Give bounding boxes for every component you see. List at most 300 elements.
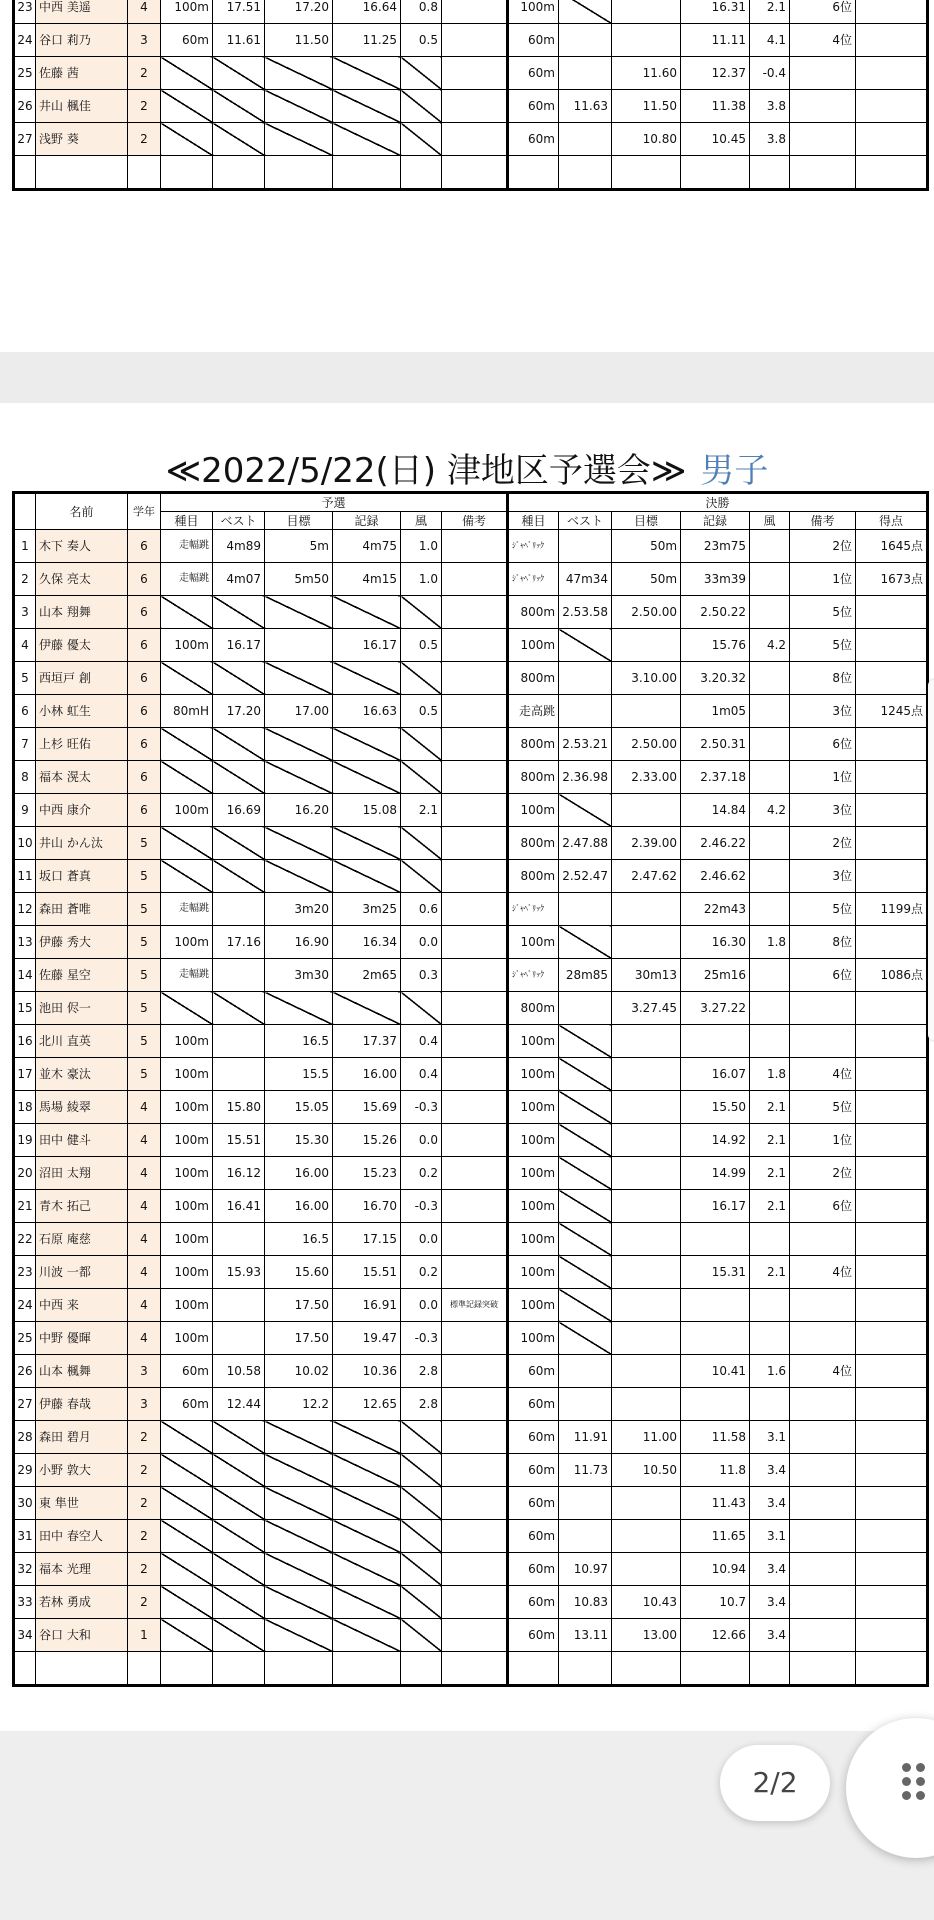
prelim-best: 17.20: [213, 695, 265, 728]
row-number: 6: [14, 695, 36, 728]
final-event: ｼﾞｬﾍﾞﾘｯｸ: [508, 959, 559, 992]
prelim-goal: 3m20: [265, 893, 333, 926]
prelim-note: [442, 629, 508, 662]
final-note: 6位: [790, 728, 856, 761]
final-best: [559, 695, 612, 728]
final-points: [856, 1619, 928, 1652]
final-goal: [612, 1322, 681, 1355]
final-goal: [612, 156, 681, 190]
final-points: [856, 596, 928, 629]
final-record: 2.50.31: [681, 728, 750, 761]
athlete-grade: 4: [128, 1124, 161, 1157]
prelim-goal: [265, 662, 333, 695]
final-event: 60m: [508, 123, 559, 156]
final-goal: [612, 695, 681, 728]
final-goal: 11.50: [612, 90, 681, 123]
row-number: 33: [14, 1586, 36, 1619]
table-row: [14, 1520, 928, 1553]
row-number: 11: [14, 860, 36, 893]
final-best: 11.73: [559, 1454, 612, 1487]
prelim-wind: [401, 992, 442, 1025]
final-event: 100m: [508, 1091, 559, 1124]
final-wind: [750, 827, 790, 860]
final-points: [856, 1355, 928, 1388]
final-note: 5位: [790, 596, 856, 629]
prelim-best: [213, 90, 265, 123]
athlete-name: 青木 拓己: [36, 1190, 128, 1223]
prelim-record: [333, 156, 401, 190]
athlete-name: 中西 美遥: [36, 0, 128, 24]
header-name: 名前: [36, 493, 128, 530]
row-number: 1: [14, 530, 36, 563]
final-wind: [750, 893, 790, 926]
final-note: [790, 1289, 856, 1322]
final-wind: 1.8: [750, 1058, 790, 1091]
row-number: 21: [14, 1190, 36, 1223]
row-number: 4: [14, 629, 36, 662]
grid-dots-icon[interactable]: [846, 1718, 934, 1858]
prelim-wind: 0.4: [401, 1058, 442, 1091]
final-record: 2.46.22: [681, 827, 750, 860]
header-final-note: 備考: [790, 512, 856, 530]
final-goal: [612, 1058, 681, 1091]
row-number: 26: [14, 1355, 36, 1388]
table-row: [14, 1487, 928, 1520]
final-event: 100m: [508, 1223, 559, 1256]
row-number: 8: [14, 761, 36, 794]
prelim-event: 100m: [161, 1025, 213, 1058]
final-event: 100m: [508, 1190, 559, 1223]
row-number: 16: [14, 1025, 36, 1058]
final-goal: 50m: [612, 530, 681, 563]
prelim-goal: 17.50: [265, 1289, 333, 1322]
table-row: [14, 1619, 928, 1652]
final-record: 11.58: [681, 1421, 750, 1454]
final-goal: 10.50: [612, 1454, 681, 1487]
prelim-note: [442, 893, 508, 926]
header-record: 記録: [333, 512, 401, 530]
athlete-name: 馬場 綾翠: [36, 1091, 128, 1124]
final-points: [856, 761, 928, 794]
athlete-grade: 5: [128, 893, 161, 926]
prelim-record: 17.15: [333, 1223, 401, 1256]
prelim-best: [213, 1652, 265, 1686]
prelim-event: [161, 1553, 213, 1586]
prelim-event: [161, 90, 213, 123]
header-points: 得点: [856, 512, 928, 530]
prelim-best: 10.58: [213, 1355, 265, 1388]
final-best: 2.53.58: [559, 596, 612, 629]
final-note: 4位: [790, 1058, 856, 1091]
final-best: [559, 1223, 612, 1256]
table-row: [14, 1586, 928, 1619]
final-record: 16.07: [681, 1058, 750, 1091]
athlete-name: 池田 侭一: [36, 992, 128, 1025]
row-number: 24: [14, 24, 36, 57]
prelim-best: 11.61: [213, 24, 265, 57]
prelim-event: 走幅跳: [161, 563, 213, 596]
athlete-grade: 5: [128, 860, 161, 893]
final-note: [790, 90, 856, 123]
header-final-goal: 目標: [612, 512, 681, 530]
final-wind: 3.1: [750, 1520, 790, 1553]
athlete-grade: 4: [128, 1091, 161, 1124]
prelim-event: [161, 827, 213, 860]
final-best: [559, 893, 612, 926]
final-wind: 4.2: [750, 629, 790, 662]
prelim-goal: [265, 596, 333, 629]
prelim-best: [213, 1058, 265, 1091]
final-wind: [750, 959, 790, 992]
prelim-wind: -0.3: [401, 1322, 442, 1355]
athlete-name: 中野 優暉: [36, 1322, 128, 1355]
table-row: [14, 1091, 928, 1124]
prelim-wind: 0.5: [401, 24, 442, 57]
scrollbar-thumb[interactable]: [928, 680, 934, 1040]
table-row: [14, 123, 928, 156]
prelim-best: [213, 860, 265, 893]
row-number: 29: [14, 1454, 36, 1487]
athlete-grade: [128, 1652, 161, 1686]
athlete-name: 佐藤 茜: [36, 57, 128, 90]
athlete-grade: 2: [128, 1586, 161, 1619]
final-points: [856, 662, 928, 695]
athlete-grade: 5: [128, 827, 161, 860]
final-goal: [612, 1487, 681, 1520]
header-goal: 目標: [265, 512, 333, 530]
document-page-1: [0, 0, 934, 352]
final-best: [559, 662, 612, 695]
prelim-event: [161, 1586, 213, 1619]
prelim-best: 4m07: [213, 563, 265, 596]
prelim-best: [213, 1619, 265, 1652]
final-event: 60m: [508, 1553, 559, 1586]
prelim-event: [161, 1652, 213, 1686]
final-wind: 3.4: [750, 1487, 790, 1520]
final-event: 800m: [508, 827, 559, 860]
header-best: ベスト: [213, 512, 265, 530]
prelim-event: [161, 1487, 213, 1520]
final-event: 100m: [508, 1289, 559, 1322]
final-record: [681, 1388, 750, 1421]
final-points: [856, 1157, 928, 1190]
prelim-record: 16.17: [333, 629, 401, 662]
prelim-goal: [265, 761, 333, 794]
final-record: 3.27.22: [681, 992, 750, 1025]
athlete-name: 井山 かん汰: [36, 827, 128, 860]
prelim-event: [161, 662, 213, 695]
table-row: [14, 1322, 928, 1355]
row-number: 10: [14, 827, 36, 860]
final-record: 11.43: [681, 1487, 750, 1520]
final-record: 2.37.18: [681, 761, 750, 794]
prelim-note: [442, 1124, 508, 1157]
prelim-goal: 17.20: [265, 0, 333, 24]
prelim-wind: 0.0: [401, 1289, 442, 1322]
row-number: 13: [14, 926, 36, 959]
prelim-note: [442, 1553, 508, 1586]
prelim-wind: 0.6: [401, 893, 442, 926]
prelim-record: 15.08: [333, 794, 401, 827]
final-goal: [612, 926, 681, 959]
document-page-2: [0, 403, 934, 1731]
row-number: [14, 1652, 36, 1686]
final-note: 5位: [790, 1091, 856, 1124]
prelim-event: [161, 1454, 213, 1487]
final-best: 2.47.88: [559, 827, 612, 860]
prelim-event: 80mH: [161, 695, 213, 728]
table-row: [14, 1388, 928, 1421]
final-wind: 2.1: [750, 1256, 790, 1289]
header-final-record: 記録: [681, 512, 750, 530]
final-wind: [750, 1025, 790, 1058]
table-row: [14, 860, 928, 893]
final-wind: 3.4: [750, 1586, 790, 1619]
athlete-name: 並木 豪汰: [36, 1058, 128, 1091]
final-wind: [750, 662, 790, 695]
final-event: 60m: [508, 1388, 559, 1421]
final-note: 5位: [790, 629, 856, 662]
table-row: [14, 1454, 928, 1487]
final-record: 12.66: [681, 1619, 750, 1652]
final-wind: [750, 1652, 790, 1686]
athlete-name: 坂口 蒼真: [36, 860, 128, 893]
prelim-event: 走幅跳: [161, 893, 213, 926]
prelim-goal: [265, 90, 333, 123]
final-note: [790, 1388, 856, 1421]
prelim-wind: [401, 827, 442, 860]
table-row: [14, 794, 928, 827]
header-final: 決勝: [508, 493, 928, 512]
athlete-name: 伊藤 優太: [36, 629, 128, 662]
final-note: [790, 1454, 856, 1487]
prelim-wind: [401, 728, 442, 761]
final-points: [856, 1322, 928, 1355]
prelim-best: 15.51: [213, 1124, 265, 1157]
final-best: 2.52.47: [559, 860, 612, 893]
prelim-note: [442, 57, 508, 90]
athlete-grade: 6: [128, 662, 161, 695]
athlete-name: 若林 勇成: [36, 1586, 128, 1619]
final-record: 10.45: [681, 123, 750, 156]
final-goal: [612, 24, 681, 57]
final-points: [856, 1388, 928, 1421]
final-goal: [612, 1289, 681, 1322]
prelim-best: 15.80: [213, 1091, 265, 1124]
athlete-grade: 2: [128, 1454, 161, 1487]
final-goal: 2.33.00: [612, 761, 681, 794]
row-number: 23: [14, 1256, 36, 1289]
prelim-event: 100m: [161, 1322, 213, 1355]
final-record: [681, 1652, 750, 1686]
row-number: 19: [14, 1124, 36, 1157]
athlete-name: 石原 庵慈: [36, 1223, 128, 1256]
prelim-event: [161, 123, 213, 156]
prelim-best: [213, 959, 265, 992]
athlete-grade: 5: [128, 992, 161, 1025]
final-best: [559, 1355, 612, 1388]
final-note: [790, 1025, 856, 1058]
final-wind: [750, 761, 790, 794]
final-goal: [612, 1124, 681, 1157]
prelim-goal: [265, 1421, 333, 1454]
final-points: [856, 0, 928, 24]
athlete-name: 福本 光理: [36, 1553, 128, 1586]
row-number: 9: [14, 794, 36, 827]
final-wind: 1.6: [750, 1355, 790, 1388]
prelim-note: 標準記録突破: [442, 1289, 508, 1322]
athlete-grade: 6: [128, 596, 161, 629]
prelim-goal: [265, 728, 333, 761]
prelim-event: 100m: [161, 1124, 213, 1157]
header-final-event: 種目: [508, 512, 559, 530]
results-table-girls: [12, 0, 929, 191]
prelim-goal: 16.20: [265, 794, 333, 827]
final-record: 15.50: [681, 1091, 750, 1124]
prelim-goal: [265, 123, 333, 156]
athlete-name: 田中 健斗: [36, 1124, 128, 1157]
header-no: [14, 493, 36, 530]
athlete-grade: 6: [128, 629, 161, 662]
prelim-event: 100m: [161, 1091, 213, 1124]
athlete-name: 中西 康介: [36, 794, 128, 827]
prelim-wind: 2.8: [401, 1388, 442, 1421]
prelim-goal: 11.50: [265, 24, 333, 57]
prelim-best: 16.17: [213, 629, 265, 662]
prelim-wind: [401, 1586, 442, 1619]
prelim-note: [442, 1388, 508, 1421]
prelim-event: 走幅跳: [161, 530, 213, 563]
prelim-goal: 15.05: [265, 1091, 333, 1124]
prelim-wind: [401, 1421, 442, 1454]
final-wind: [750, 156, 790, 190]
prelim-goal: 15.60: [265, 1256, 333, 1289]
prelim-note: [442, 530, 508, 563]
final-wind: -0.4: [750, 57, 790, 90]
header-wind: 風: [401, 512, 442, 530]
final-event: 800m: [508, 992, 559, 1025]
final-goal: 10.43: [612, 1586, 681, 1619]
table-row: [14, 1289, 928, 1322]
prelim-note: [442, 1454, 508, 1487]
row-number: 26: [14, 90, 36, 123]
athlete-name: 久保 亮太: [36, 563, 128, 596]
prelim-record: [333, 1454, 401, 1487]
final-points: [856, 1553, 928, 1586]
final-wind: [750, 860, 790, 893]
prelim-record: [333, 57, 401, 90]
final-note: [790, 992, 856, 1025]
final-event: 800m: [508, 662, 559, 695]
prelim-best: [213, 1421, 265, 1454]
final-wind: 3.8: [750, 123, 790, 156]
final-record: 15.31: [681, 1256, 750, 1289]
athlete-grade: 6: [128, 695, 161, 728]
prelim-event: [161, 1421, 213, 1454]
prelim-event: [161, 761, 213, 794]
final-goal: 10.80: [612, 123, 681, 156]
prelim-record: [333, 1619, 401, 1652]
final-note: [790, 156, 856, 190]
prelim-note: [442, 1091, 508, 1124]
final-record: [681, 1289, 750, 1322]
prelim-record: [333, 728, 401, 761]
prelim-note: [442, 1487, 508, 1520]
athlete-grade: 4: [128, 1157, 161, 1190]
prelim-event: 100m: [161, 0, 213, 24]
final-wind: 3.4: [750, 1454, 790, 1487]
final-note: [790, 1487, 856, 1520]
final-note: [790, 1421, 856, 1454]
prelim-note: [442, 1652, 508, 1686]
final-points: [856, 1289, 928, 1322]
table-row: [14, 1025, 928, 1058]
prelim-best: [213, 1322, 265, 1355]
athlete-grade: 4: [128, 1190, 161, 1223]
final-points: [856, 794, 928, 827]
row-number: 20: [14, 1157, 36, 1190]
header-final-wind: 風: [750, 512, 790, 530]
final-best: [559, 1256, 612, 1289]
prelim-record: 4m15: [333, 563, 401, 596]
final-best: [559, 530, 612, 563]
row-number: 32: [14, 1553, 36, 1586]
prelim-wind: 0.2: [401, 1256, 442, 1289]
final-goal: [612, 1355, 681, 1388]
prelim-event: [161, 992, 213, 1025]
prelim-note: [442, 1157, 508, 1190]
table-row: [14, 959, 928, 992]
athlete-grade: 2: [128, 123, 161, 156]
prelim-goal: 16.00: [265, 1190, 333, 1223]
final-best: [559, 1157, 612, 1190]
prelim-record: [333, 90, 401, 123]
prelim-wind: -0.3: [401, 1091, 442, 1124]
prelim-event: 100m: [161, 1256, 213, 1289]
table-row: [14, 90, 928, 123]
prelim-record: [333, 1652, 401, 1686]
final-goal: 11.60: [612, 57, 681, 90]
row-number: 23: [14, 0, 36, 24]
final-best: [559, 926, 612, 959]
athlete-grade: 2: [128, 1553, 161, 1586]
final-event: 60m: [508, 24, 559, 57]
prelim-goal: 17.00: [265, 695, 333, 728]
athlete-grade: [128, 156, 161, 190]
final-best: [559, 1190, 612, 1223]
prelim-record: 2m65: [333, 959, 401, 992]
final-event: ｼﾞｬﾍﾞﾘｯｸ: [508, 563, 559, 596]
prelim-note: [442, 860, 508, 893]
final-wind: [750, 1388, 790, 1421]
athlete-grade: 6: [128, 530, 161, 563]
final-best: 10.97: [559, 1553, 612, 1586]
final-wind: [750, 695, 790, 728]
prelim-event: 100m: [161, 1157, 213, 1190]
final-points: [856, 123, 928, 156]
prelim-wind: 0.0: [401, 926, 442, 959]
final-goal: 3.27.45: [612, 992, 681, 1025]
final-goal: [612, 1652, 681, 1686]
prelim-goal: [265, 827, 333, 860]
row-number: 34: [14, 1619, 36, 1652]
final-note: 5位: [790, 893, 856, 926]
final-best: [559, 1124, 612, 1157]
row-number: 25: [14, 57, 36, 90]
row-number: 28: [14, 1421, 36, 1454]
final-record: 11.65: [681, 1520, 750, 1553]
prelim-note: [442, 90, 508, 123]
